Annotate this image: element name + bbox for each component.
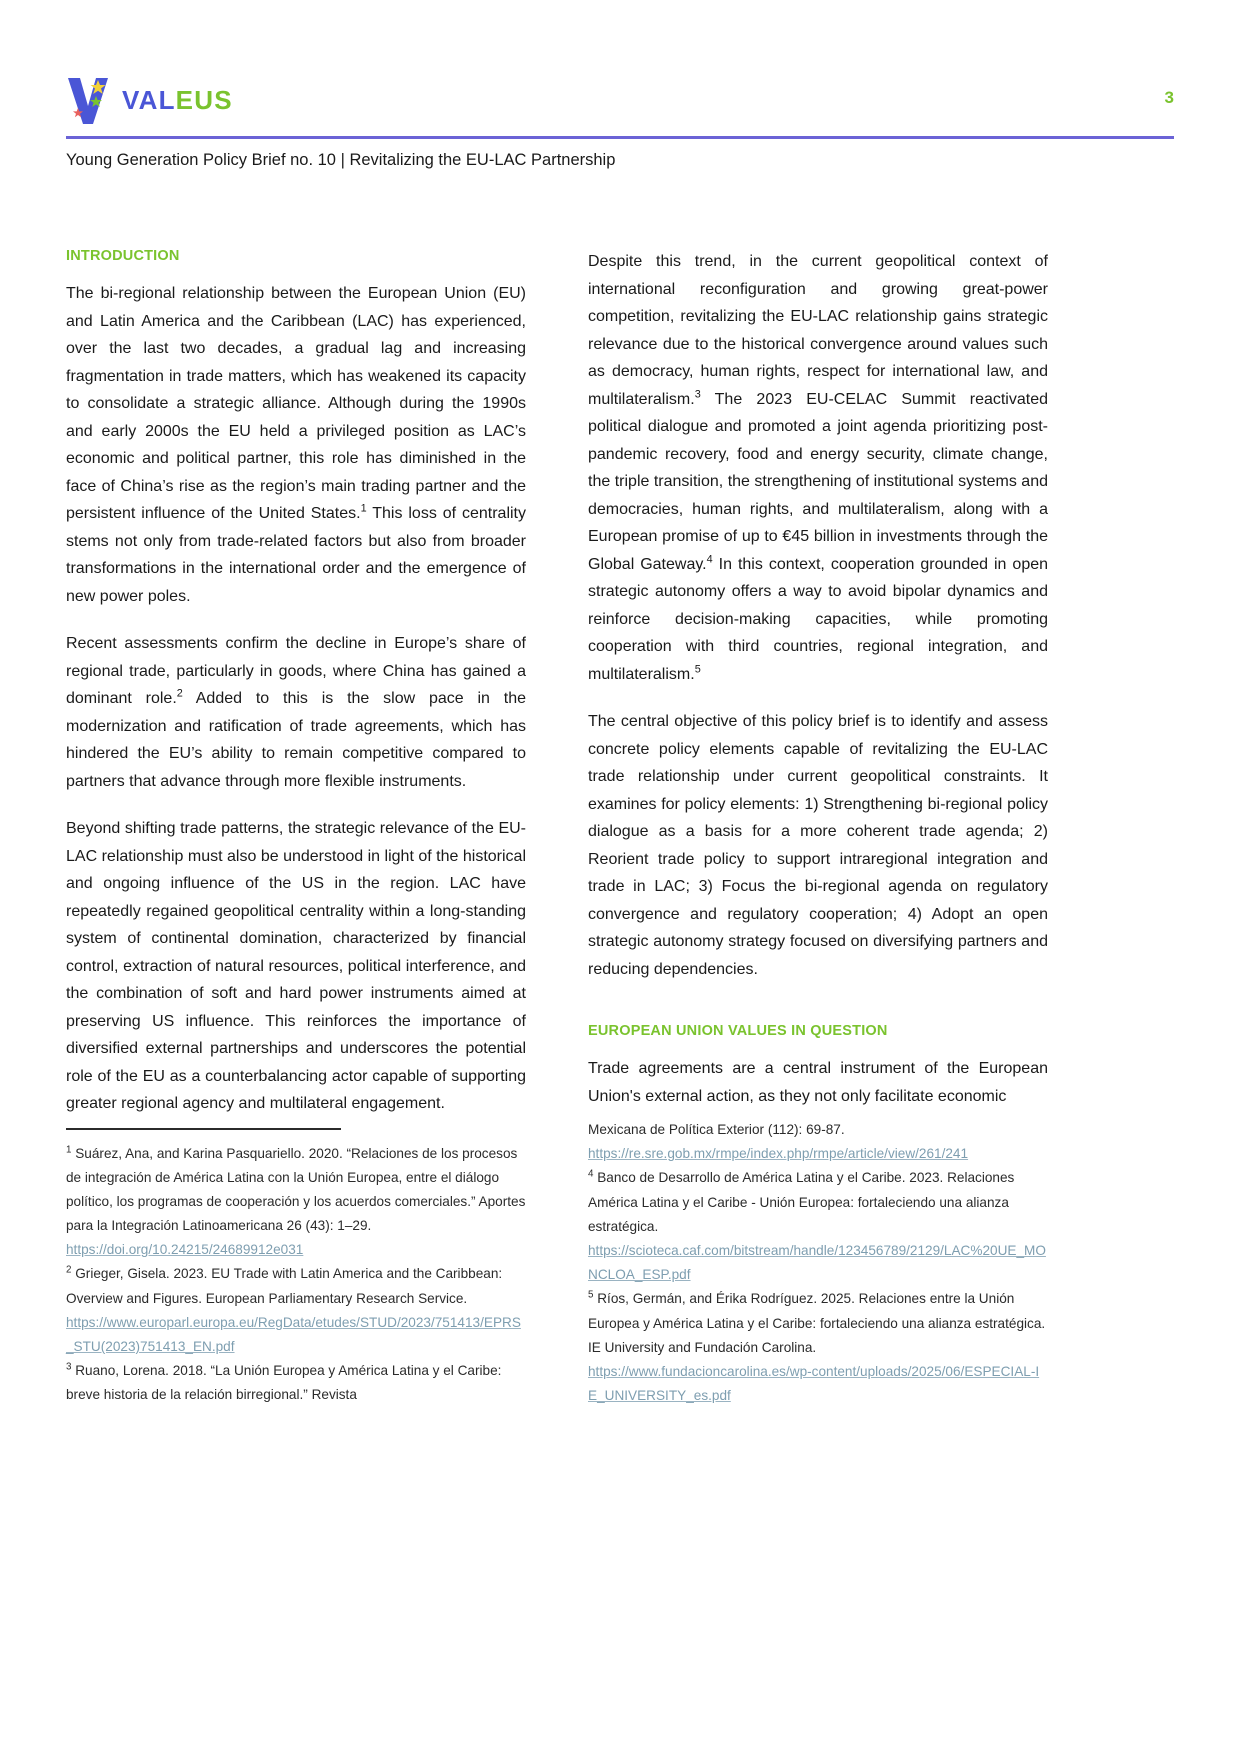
footnote-4 <box>588 1166 1048 1287</box>
footnote-ref-4[interactable]: 4 <box>706 553 713 566</box>
footnote-2 <box>66 1262 526 1359</box>
footnotes-left-column <box>66 1128 526 1408</box>
paragraph-intro-2 <box>66 630 526 795</box>
footnote-number: 4 <box>588 1168 594 1180</box>
footnote-1 <box>66 1142 526 1263</box>
footnote-1-link[interactable]: https://doi.org/10.24215/24689912e031 <box>66 1242 304 1258</box>
right-text-column <box>588 248 1048 1110</box>
section-heading-eu-values: EUROPEAN UNION VALUES IN QUESTION <box>588 1023 888 1040</box>
left-text-column <box>66 248 526 1118</box>
valeus-wordmark <box>122 87 233 113</box>
section-heading-introduction: INTRODUCTION <box>66 248 180 264</box>
footnote-ref-1[interactable]: 1 <box>360 502 367 515</box>
footnote-text: Ríos, Germán, and Érika Rodríguez. 2025. Relaciones entre la Unión Europea y América Latina y el Caribe: fortaleciendo una alianza estratégica. IE University and Fundación Carolina. <box>588 1291 1046 1355</box>
footnote-ref-2[interactable]: 2 <box>176 687 183 700</box>
footnote-text: Mexicana de Política Exterior (112): 69-87. <box>588 1122 845 1137</box>
footnote-separator-rule <box>66 1128 341 1130</box>
footnote-5-link[interactable]: https://www.fundacioncarolina.es/wp-content/uploads/2025/06/ESPECIAL-IE_UNIVERSITY_es.pdf <box>588 1363 1040 1404</box>
footnote-text: Ruano, Lorena. 2018. “La Unión Europea y América Latina y el Caribe: breve historia de la relación birregional.” Revista <box>66 1363 502 1403</box>
valeus-v-stars-icon <box>66 74 112 126</box>
paragraph-right-1 <box>588 248 1048 688</box>
page-number: 3 <box>1164 88 1174 107</box>
footnote-number: 1 <box>66 1143 72 1155</box>
paragraph-text-cont-2: In this context, cooperation grounded in open strategic autonomy offers a way to avoid bipolar dynamics and reinforce decision-making capacities, while promoting cooperation with third countries, regional integration, and multilateralism. <box>588 555 1049 683</box>
footnote-number: 5 <box>588 1289 594 1301</box>
paragraph-text-cont: This loss of centrality stems not only from trade-related factors but also from broader transformations in the international order and the emergence of new power poles. <box>66 505 527 605</box>
footnote-3-link[interactable]: https://re.sre.gob.mx/rmpe/index.php/rmpe/article/view/261/241 <box>588 1146 969 1162</box>
valeus-logo[interactable] <box>66 74 233 126</box>
paragraph-text-cont: The 2023 EU-CELAC Summit reactivated political dialogue and promoted a joint agenda prioritizing post-pandemic recovery, food and energy security, climate change, the triple transition, the strengthening of institutional systems and democracies, human rights, and multilateralism, along with a European promise of up to €45 billion in investments through the Global Gateway. <box>588 390 1048 573</box>
paragraph-text: The bi-regional relationship between the European Union (EU) and Latin America and the Caribbean (LAC) has experienced, over the last two decades, a gradual lag and increasing fragmentation in trade matters, which has weakened its capacity to consolidate a strategic alliance. Although during the 1990s and early 2000s the EU held a privileged position as LAC’s economic and political partner, this role has diminished in the face of China’s rise as the region’s main trading partner and the persistent influence of the United States. <box>66 285 526 523</box>
footnote-2-link[interactable]: https://www.europarl.europa.eu/RegData/etudes/STUD/2023/751413/EPRS_STU(2023)751413_EN.pdf <box>66 1314 521 1354</box>
footnote-ref-5[interactable]: 5 <box>694 663 701 676</box>
footnote-ref-3[interactable]: 3 <box>694 388 701 401</box>
footnote-4-link[interactable]: https://scioteca.caf.com/bitstream/handle/123456789/2129/LAC%20UE_MONCLOA_ESP.pdf <box>588 1242 1046 1283</box>
footnote-3-continued <box>588 1118 1048 1166</box>
footnote-number: 2 <box>66 1264 72 1276</box>
footnote-text: Suárez, Ana, and Karina Pasquariello. 2020. “Relaciones de los procesos de integración de América Latina con la Unión Europea, entre el diálogo político, los programas de cooperación y los acuerdos comerciales.” Aportes para la Integración Latinoamericana 26 (43): 1–29. <box>66 1145 526 1234</box>
document-running-title: Young Generation Policy Brief no. 10 | Revitalizing the EU-LAC Partnership <box>66 151 616 169</box>
paragraph-intro-1 <box>66 280 526 610</box>
paragraph-text: Despite this trend, in the current geopolitical context of international reconfiguration and growing great-power competition, revitalizing the EU-LAC relationship gains strategic relevance due to the historical convergence around values such as democracy, human rights, respect for international law, and multilateralism. <box>588 253 1048 408</box>
paragraph-text-cont: Added to this is the slow pace in the modernization and ratification of trade agreements, which has hindered the EU’s ability to remain competitive compared to partners that advance through more flexible instruments. <box>66 690 527 790</box>
logo-text-secondary: EUS <box>175 85 233 115</box>
logo-text-primary: VAL <box>122 85 176 115</box>
paragraph-text: Recent assessments confirm the decline in Europe’s share of regional trade, particularly in goods, where China has gained a dominant role. <box>66 635 526 708</box>
header-divider-rule <box>66 136 1174 139</box>
paragraph-intro-3: Beyond shifting trade patterns, the strategic relevance of the EU-LAC relationship must also be understood in light of the historical and ongoing influence of the US in the region. LAC have repeatedly regained geopolitical centrality within a long-standing system of continental domination, characterized by financial control, extraction of natural resources, political interference, and the combination of soft and hard power instruments aimed at preserving US influence. This reinforces the importance of diversified external partnerships and underscores the potential role of the EU as a counterbalancing actor capable of supporting greater regional agency and multilateral engagement. <box>66 820 526 1113</box>
paragraph-eu-values-1: Trade agreements are a central instrument of the European Union's external action, as they not only facilitate economic <box>588 1060 1048 1105</box>
footnote-text: Banco de Desarrollo de América Latina y el Caribe. 2023. Relaciones América Latina y el Caribe - Unión Europea: fortaleciendo una alianza estratégica. <box>588 1170 1015 1234</box>
footnotes-right-column <box>588 1118 1048 1408</box>
footnote-text: Grieger, Gisela. 2023. EU Trade with Latin America and the Caribbean: Overview and Figures. European Parliamentary Research Service. <box>66 1266 503 1306</box>
footnote-3 <box>66 1359 526 1407</box>
page-header <box>66 66 1174 144</box>
footnote-number: 3 <box>66 1361 72 1373</box>
footnote-5 <box>588 1287 1048 1408</box>
paragraph-right-2: The central objective of this policy brief is to identify and assess concrete policy elements capable of revitalizing the EU-LAC trade relationship under current geopolitical constraints. It examines for policy elements: 1) Strengthening bi-regional policy dialogue as a basis for a more coherent trade agenda; 2) Reorient trade policy to support intraregional integration and trade in LAC; 3) Focus the bi-regional agenda on regulatory convergence and regulatory cooperation; 4) Adopt an open strategic autonomy strategy focused on diversifying partners and reducing dependencies. <box>588 713 1048 978</box>
